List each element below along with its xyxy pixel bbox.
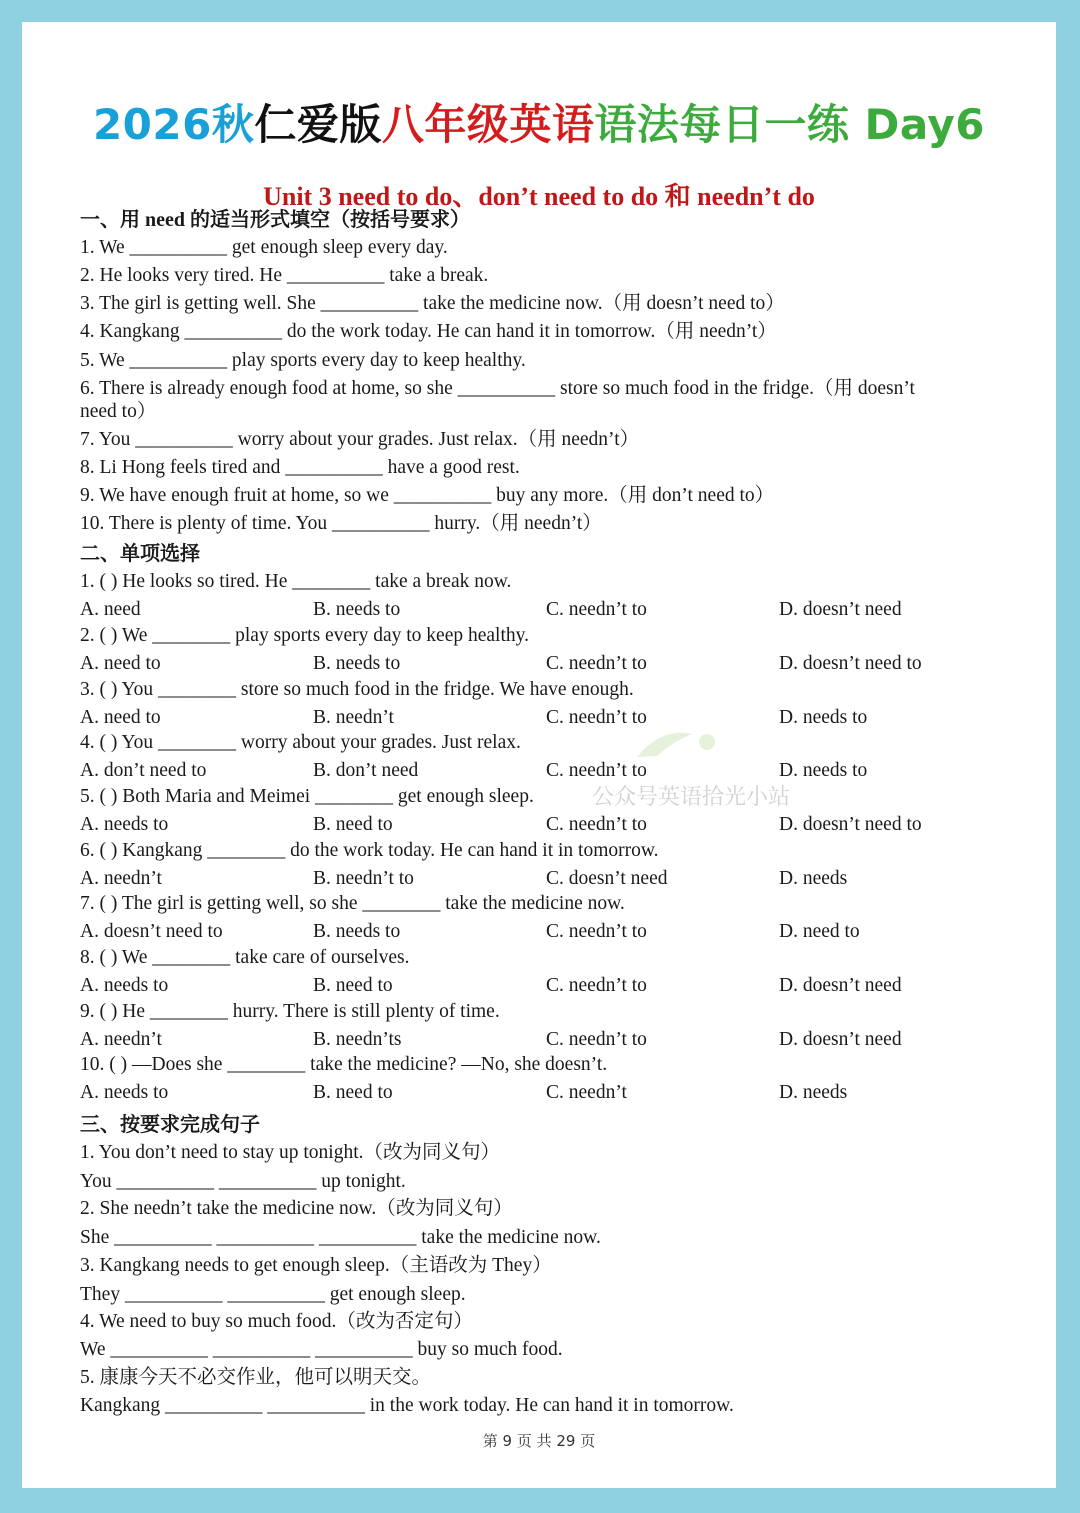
rewrite-question: 1. You don’t need to stay up tonight.（改为同义句） [80,1142,500,1163]
option-a: A. don’t need to [80,760,207,781]
mc-question: 8. ( ) We ________ take care of ourselves. [80,947,410,968]
mc-question: 10. ( ) —Does she ________ take the medicine? —No, she doesn’t. [80,1054,608,1075]
title-series: 语法每日一练 Day6 [594,100,986,149]
rewrite-question: 4. We need to buy so much food.（改为否定句） [80,1311,473,1332]
option-c: C. needn’t to [546,975,647,996]
option-b: B. needn’ts [313,1029,402,1050]
option-d: D. doesn’t need to [779,814,922,835]
mc-question: 4. ( ) You ________ worry about your grades. Just relax. [80,732,521,753]
option-d: D. doesn’t need [779,599,902,620]
fill-question-continued: need to） [80,401,157,422]
option-c: C. needn’t to [546,760,647,781]
rewrite-answer: We __________ __________ __________ buy so much food. [80,1339,563,1360]
option-d: D. needs to [779,760,868,781]
option-d: D. doesn’t need to [779,653,922,674]
option-a: A. needs to [80,814,169,835]
option-c: C. needn’t to [546,707,647,728]
mc-question: 6. ( ) Kangkang ________ do the work today. He can hand it in tomorrow. [80,840,659,861]
fill-question: 5. We __________ play sports every day to keep healthy. [80,350,526,371]
option-d: D. doesn’t need [779,1029,902,1050]
title-year: 2026秋 [92,100,255,149]
fill-question: 4. Kangkang __________ do the work today. He can hand it in tomorrow.（用 needn’t） [80,321,777,342]
title-grade: 八年级英语 [381,100,595,149]
rewrite-answer: She __________ __________ __________ take the medicine now. [80,1227,601,1248]
option-b: B. need to [313,1082,393,1103]
section3-heading: 三、按要求完成句子 [80,1114,260,1136]
rewrite-answer: They __________ __________ get enough sleep. [80,1284,466,1305]
fill-question: 1. We __________ get enough sleep every day. [80,237,448,258]
option-b: B. needs to [313,599,401,620]
option-c: C. needn’t to [546,653,647,674]
page-title [22,92,1056,152]
option-a: A. need to [80,653,161,674]
option-d: D. needs [779,868,848,889]
option-d: D. needs [779,1082,848,1103]
option-c: C. needn’t to [546,1029,647,1050]
rewrite-question: 5. 康康今天不必交作业，他可以明天交。 [80,1367,432,1388]
option-a: A. needn’t [80,868,162,889]
option-b: B. needs to [313,653,401,674]
fill-question: 3. The girl is getting well. She __________ take the medicine now.（用 doesn’t need to） [80,293,785,314]
fill-question: 8. Li Hong feels tired and __________ have a good rest. [80,457,520,478]
option-a: A. needs to [80,1082,169,1103]
mc-question: 1. ( ) He looks so tired. He ________ take a break now. [80,571,512,592]
worksheet-page [22,22,1056,1488]
mc-question: 5. ( ) Both Maria and Meimei ________ get enough sleep. [80,786,534,807]
option-a: A. needs to [80,975,169,996]
title-edition: 仁爱版 [254,100,382,149]
mc-question: 3. ( ) You ________ store so much food in the fridge. We have enough. [80,679,634,700]
fill-question: 2. He looks very tired. He __________ take a break. [80,265,489,286]
mc-question: 2. ( ) We ________ play sports every day to keep healthy. [80,625,529,646]
option-c: C. needn’t to [546,814,647,835]
rewrite-question: 2. She needn’t take the medicine now.（改为同义句） [80,1198,513,1219]
option-b: B. don’t need [313,760,419,781]
fill-question: 7. You __________ worry about your grades. Just relax.（用 needn’t） [80,429,640,450]
rewrite-question: 3. Kangkang needs to get enough sleep.（主语改为 They） [80,1255,552,1276]
option-b: B. needn’t [313,707,394,728]
rewrite-answer: You __________ __________ up tonight. [80,1171,406,1192]
option-b: B. needn’t to [313,868,414,889]
mc-question: 9. ( ) He ________ hurry. There is still plenty of time. [80,1001,500,1022]
option-a: A. doesn’t need to [80,921,223,942]
option-c: C. needn’t [546,1082,627,1103]
fill-question: 6. There is already enough food at home, so she __________ store so much food in the fridge.（用 doesn’t [80,378,915,399]
option-c: C. needn’t to [546,599,647,620]
option-d: D. need to [779,921,860,942]
page-subtitle: Unit 3 need to do、don’t need to do 和 needn’t do [263,182,815,211]
section2-heading: 二、单项选择 [80,543,200,565]
option-b: B. needs to [313,921,401,942]
option-d: D. needs to [779,707,868,728]
option-a: A. need [80,599,141,620]
option-c: C. needn’t to [546,921,647,942]
fill-question: 10. There is plenty of time. You __________ hurry.（用 needn’t） [80,513,602,534]
watermark: 公众号英语拾光小站 [592,785,791,810]
option-a: A. need to [80,707,161,728]
option-b: B. need to [313,975,393,996]
option-c: C. doesn’t need [546,868,668,889]
fill-question: 9. We have enough fruit at home, so we __________ buy any more.（用 don’t need to） [80,485,775,506]
section1-heading: 一、用 need 的适当形式填空（按括号要求） [80,209,470,231]
mc-question: 7. ( ) The girl is getting well, so she ________ take the medicine now. [80,893,625,914]
option-a: A. needn’t [80,1029,162,1050]
option-d: D. doesn’t need [779,975,902,996]
rewrite-answer: Kangkang __________ __________ in the work today. He can hand it in tomorrow. [80,1395,734,1416]
option-b: B. need to [313,814,393,835]
page-number: 第 9 页 共 29 页 [482,1432,596,1450]
